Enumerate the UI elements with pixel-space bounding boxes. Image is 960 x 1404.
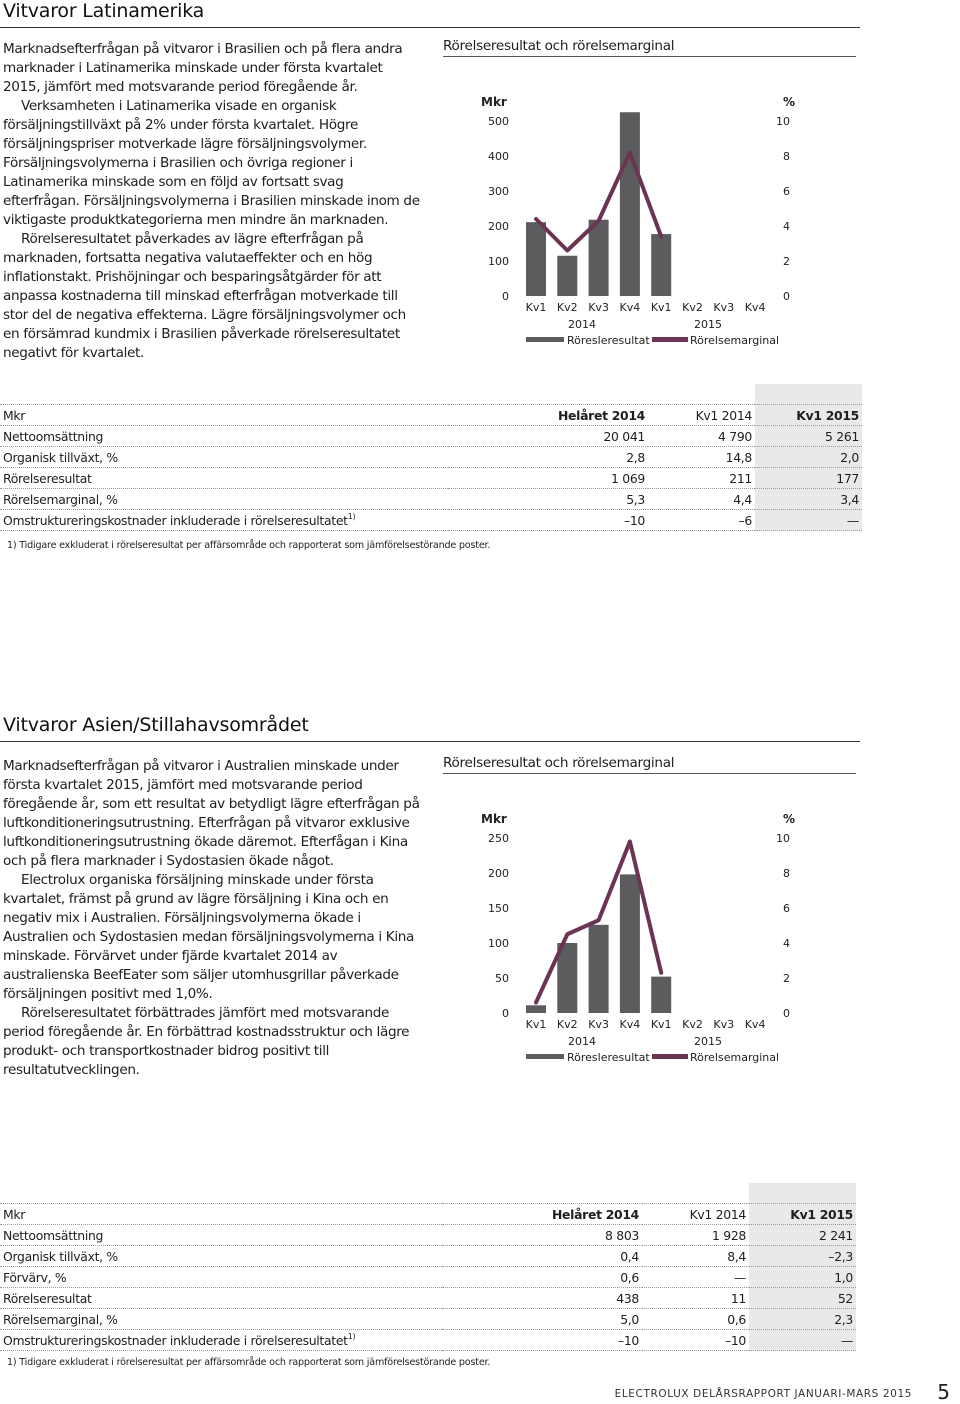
- legend-swatch-line: [652, 1054, 688, 1059]
- cell-value: 211: [729, 470, 752, 486]
- cell-value: –10: [617, 1332, 639, 1348]
- cell-value: 177: [836, 470, 859, 486]
- table-cell: [642, 1267, 749, 1288]
- table-cell: [749, 1267, 856, 1288]
- paragraph: Verksamheten i Latinamerika visade en organisk försäljningstillväxt på 2% under första kvartalet. Högre försäljningspriser motverkade lägre försäljningsvolymer. Försäljningsvolymerna i Brasilien och övriga regioner i Latinamerika minskade som en följd av fortsatt svag efterfrågan. Försäljningsvolymerna i Brasilien minskade inom de viktigaste produktkategorierna men mindre än marknaden.: [3, 98, 420, 228]
- table-cell: [749, 1330, 856, 1351]
- legend-label: Röresleresultat: [567, 1051, 650, 1064]
- y-tick-label: 400: [488, 150, 509, 163]
- table-header: Kv1 2015: [749, 1204, 856, 1225]
- row-label: [0, 1246, 442, 1267]
- row-label: [0, 1267, 442, 1288]
- x-tick-label: Kv2: [682, 301, 703, 314]
- footnote-marker: 1): [347, 511, 356, 521]
- table-row: [0, 447, 862, 468]
- y2-tick-label: 8: [783, 867, 790, 880]
- table-cell: [642, 1246, 749, 1267]
- y-tick-label: 50: [495, 972, 509, 985]
- cell-value: 1,0: [834, 1269, 853, 1285]
- y-tick-label: 100: [488, 937, 509, 950]
- paragraph: Electrolux organiska försäljning minskade under första kvartalet, främst på grund av lägre försäljning i Kina och en negativ mix i Australien. Försäljningsvolymerna ökade i Australien och Sydostasien medan försäljningsvolymerna i Kina minskade. Förvärvet under fjärde kvartalet 2014 av australienska BeefEater som säljer utomhusgrillar påverkade försäljningen positivt med 1,0%.: [3, 872, 415, 1002]
- y2-tick-label: 10: [776, 832, 790, 845]
- right-axis-unit: %: [783, 95, 796, 109]
- financial-table: [0, 384, 862, 531]
- table-cell: [749, 1225, 856, 1246]
- bar: [620, 874, 640, 1013]
- y-tick-label: 0: [502, 1007, 509, 1020]
- table-cell: [648, 426, 755, 447]
- section-title: Vitvaror Latinamerika: [3, 0, 205, 22]
- bar: [589, 220, 609, 296]
- row-label-text: Omstruktureringskostnader inkluderade i rörelseresultatet: [3, 1332, 348, 1348]
- operating-income-chart: [440, 60, 860, 360]
- table-cell: [642, 1330, 749, 1351]
- table-cell: [448, 510, 648, 531]
- table-cell: [442, 1246, 642, 1267]
- bar: [526, 222, 546, 296]
- cell-value: 4,4: [733, 491, 752, 507]
- cell-value: 2,8: [626, 449, 645, 465]
- bar: [557, 256, 577, 296]
- cell-value: 8 803: [605, 1227, 639, 1243]
- section-divider: [0, 741, 860, 742]
- row-label: [0, 447, 448, 468]
- table-cell: [642, 1288, 749, 1309]
- paragraph: Marknadsefterfrågan på vitvaror i Brasilien och på flera andra marknader i Latinamerika minskade under första kvartalet 2015, jämfört med motsvarande period föregående år.: [3, 41, 403, 95]
- row-label-text: Förvärv, %: [3, 1269, 67, 1285]
- x-tick-label: Kv2: [556, 301, 578, 314]
- x-tick-label: Kv4: [619, 301, 641, 314]
- bar: [526, 1005, 546, 1013]
- cell-value: 4 790: [718, 428, 752, 444]
- cell-value: –10: [724, 1332, 746, 1348]
- y2-tick-label: 6: [783, 185, 790, 198]
- cell-value: 20 041: [603, 428, 645, 444]
- year-label: 2015: [694, 318, 722, 331]
- x-tick-label: Kv3: [713, 301, 735, 314]
- table-cell: [648, 468, 755, 489]
- table-cell: [442, 1267, 642, 1288]
- cell-value: 52: [837, 1290, 853, 1306]
- table-cell: [755, 426, 862, 447]
- cell-value: –2,3: [828, 1248, 853, 1264]
- y2-tick-label: 8: [783, 150, 790, 163]
- cell-value: 2,0: [840, 449, 859, 465]
- row-label: [0, 1309, 442, 1330]
- cell-value: 8,4: [727, 1248, 746, 1264]
- financial-table: [0, 1183, 856, 1351]
- table-cell: [642, 1309, 749, 1330]
- table-row: [0, 1246, 856, 1267]
- table-header-row: [0, 1204, 856, 1225]
- x-tick-label: Kv3: [588, 1018, 609, 1031]
- cell-value: —: [846, 512, 859, 528]
- x-tick-label: Kv1: [650, 301, 672, 314]
- y2-tick-label: 2: [783, 255, 790, 268]
- table-cell: [755, 489, 862, 510]
- cell-value: 2 241: [819, 1227, 853, 1243]
- paragraph: Rörelseresultatet påverkades av lägre efterfrågan på marknaden, fortsatta negativa valutaeffekter och en hög inflationstakt. Prishöjningar och besparingsåtgärder för att anpassa kostnaderna till minskad efterfrågan motverkade till stor del de negativa effekterna. Lägre försäljningsvolymer och en försämrad kundmix i Brasilien påverkade rörelseresultatet negativt för kvartalet.: [3, 231, 406, 361]
- table-cell: [648, 489, 755, 510]
- x-tick-label: Kv3: [588, 301, 609, 314]
- row-label: [0, 426, 448, 447]
- footnote: 1) Tidigare exkluderat i rörelseresultat per affärsområde och rapporterat som jämförelsestörande poster.: [7, 540, 491, 551]
- table-cell: [442, 1309, 642, 1330]
- table-cell: [442, 1225, 642, 1246]
- row-label-text: Organisk tillväxt, %: [3, 1248, 118, 1264]
- table-cell: [749, 1246, 856, 1267]
- y2-tick-label: 0: [783, 1007, 790, 1020]
- table-cell: [755, 468, 862, 489]
- y2-tick-label: 2: [783, 972, 790, 985]
- legend-swatch-bar: [526, 1054, 564, 1059]
- chart-divider: [443, 56, 856, 57]
- x-tick-label: Kv4: [744, 1018, 766, 1031]
- table-cell: [448, 447, 648, 468]
- y2-tick-label: 6: [783, 902, 790, 915]
- y-tick-label: 250: [488, 832, 509, 845]
- cell-value: 14,8: [725, 449, 752, 465]
- row-label-text: Omstruktureringskostnader inkluderade i rörelseresultatet: [3, 512, 348, 528]
- cell-value: 11: [730, 1290, 746, 1306]
- x-tick-label: Kv1: [525, 1018, 547, 1031]
- y-tick-label: 150: [488, 902, 509, 915]
- cell-value: 0,6: [727, 1311, 746, 1327]
- operating-income-chart: [440, 777, 860, 1067]
- x-tick-label: Kv2: [556, 1018, 578, 1031]
- cell-value: –10: [623, 512, 645, 528]
- table-header: Kv1 2014: [648, 405, 755, 426]
- table-header: Mkr: [0, 405, 448, 426]
- row-label-text: Rörelsemarginal, %: [3, 491, 118, 507]
- right-axis-unit: %: [783, 812, 796, 826]
- table-header-row: [0, 1183, 856, 1204]
- chart-title: Rörelseresultat och rörelsemarginal: [443, 755, 675, 771]
- cell-value: 0,4: [620, 1248, 639, 1264]
- legend-label: Rörelsemarginal: [690, 1051, 780, 1064]
- table-cell: [448, 489, 648, 510]
- row-label: [0, 489, 448, 510]
- cell-value: 1 069: [611, 470, 645, 486]
- paragraph: Rörelseresultatet förbättrades jämfört med motsvarande period föregående år. En förbättrad kostnadsstruktur och lägre produkt- och transportkostnader bidrog positivt till resultatutvecklingen.: [3, 1005, 410, 1078]
- y2-tick-label: 10: [776, 115, 790, 128]
- table-row: [0, 1225, 856, 1246]
- cell-value: 3,4: [840, 491, 859, 507]
- y2-tick-label: 4: [783, 220, 790, 233]
- table-row: [0, 489, 862, 510]
- left-axis-unit: Mkr: [481, 812, 507, 826]
- table-header: Kv1 2014: [642, 1204, 749, 1225]
- table-cell: [749, 1309, 856, 1330]
- cell-value: 0,6: [620, 1269, 639, 1285]
- y-tick-label: 0: [502, 290, 509, 303]
- paragraph: Marknadsefterfrågan på vitvaror i Australien minskade under första kvartalet 2015, jämfört med motsvarande period föregående år, som ett resultat av betydligt lägre efterfrågan på luftkonditioneringsutrustning. Efterfrågan på vitvaror exklusive luftkonditioneringsutrustning ökade däremot. Efterfågan i Kina och på flera marknader i Sydostasien ökade något.: [3, 758, 420, 869]
- table-cell: [755, 510, 862, 531]
- bar: [589, 925, 609, 1013]
- row-label-text: Nettoomsättning: [3, 1227, 104, 1243]
- table-cell: [648, 510, 755, 531]
- table-cell: [442, 1330, 642, 1351]
- table-row: [0, 1330, 856, 1351]
- y2-tick-label: 4: [783, 937, 790, 950]
- table-header: Helåret 2014: [442, 1204, 642, 1225]
- year-label: 2014: [568, 318, 596, 331]
- row-label-text: Nettoomsättning: [3, 428, 104, 444]
- table-header-row: [0, 384, 862, 405]
- year-label: 2015: [694, 1035, 722, 1048]
- chart-divider: [443, 773, 856, 774]
- bar: [620, 112, 640, 296]
- y-tick-label: 100: [488, 255, 509, 268]
- section-text: [3, 757, 423, 1080]
- table-row: [0, 1288, 856, 1309]
- report-footer: ELECTROLUX DELÅRSRAPPORT JANUARI-MARS 2015: [614, 1388, 912, 1400]
- row-label: [0, 468, 448, 489]
- row-label: [0, 1330, 442, 1351]
- table-header: Kv1 2015: [755, 405, 862, 426]
- bar: [651, 977, 671, 1013]
- footnote-marker: 1): [347, 1331, 356, 1341]
- x-tick-label: Kv1: [525, 301, 547, 314]
- table-cell: [755, 447, 862, 468]
- year-label: 2014: [568, 1035, 596, 1048]
- cell-value: —: [733, 1269, 746, 1285]
- cell-value: 5,0: [620, 1311, 639, 1327]
- bar: [651, 234, 671, 296]
- table-cell: [749, 1288, 856, 1309]
- table-cell: [448, 468, 648, 489]
- legend-swatch-bar: [526, 337, 564, 342]
- table-row: [0, 426, 862, 447]
- page-number: 5: [937, 1380, 950, 1404]
- section-text: [3, 40, 423, 363]
- table-cell: [442, 1288, 642, 1309]
- table-row: [0, 1309, 856, 1330]
- row-label: [0, 510, 448, 531]
- x-tick-label: Kv4: [744, 301, 766, 314]
- cell-value: 5 261: [825, 428, 859, 444]
- y-tick-label: 300: [488, 185, 509, 198]
- table-header-row: [0, 405, 862, 426]
- y-tick-label: 200: [488, 220, 509, 233]
- cell-value: —: [840, 1332, 853, 1348]
- table-row: [0, 510, 862, 531]
- x-tick-label: Kv1: [650, 1018, 672, 1031]
- table-row: [0, 468, 862, 489]
- x-tick-label: Kv3: [713, 1018, 735, 1031]
- row-label: [0, 1288, 442, 1309]
- table-row: [0, 1267, 856, 1288]
- table-cell: [642, 1225, 749, 1246]
- cell-value: –6: [738, 512, 752, 528]
- table-cell: [448, 426, 648, 447]
- row-label-text: Rörelsemarginal, %: [3, 1311, 118, 1327]
- cell-value: 438: [616, 1290, 639, 1306]
- x-tick-label: Kv4: [619, 1018, 641, 1031]
- legend-label: Röresleresultat: [567, 334, 650, 347]
- table-header: Helåret 2014: [448, 405, 648, 426]
- section-title: Vitvaror Asien/Stillahavsområdet: [3, 714, 309, 736]
- cell-value: 2,3: [834, 1311, 853, 1327]
- table-cell: [648, 447, 755, 468]
- row-label-text: Organisk tillväxt, %: [3, 449, 118, 465]
- row-label: [0, 1225, 442, 1246]
- footnote: 1) Tidigare exkluderat i rörelseresultat per affärsområde och rapporterat som jämförelsestörande poster.: [7, 1357, 491, 1368]
- cell-value: 5,3: [626, 491, 645, 507]
- table-header: Mkr: [0, 1204, 442, 1225]
- legend-label: Rörelsemarginal: [690, 334, 780, 347]
- y2-tick-label: 0: [783, 290, 790, 303]
- row-label-text: Rörelseresultat: [3, 1290, 92, 1306]
- y-tick-label: 500: [488, 115, 509, 128]
- section-divider: [0, 27, 860, 28]
- x-tick-label: Kv2: [682, 1018, 703, 1031]
- chart-title: Rörelseresultat och rörelsemarginal: [443, 38, 675, 54]
- row-label-text: Rörelseresultat: [3, 470, 92, 486]
- cell-value: 1 928: [712, 1227, 746, 1243]
- left-axis-unit: Mkr: [481, 95, 507, 109]
- y-tick-label: 200: [488, 867, 509, 880]
- legend-swatch-line: [652, 337, 688, 342]
